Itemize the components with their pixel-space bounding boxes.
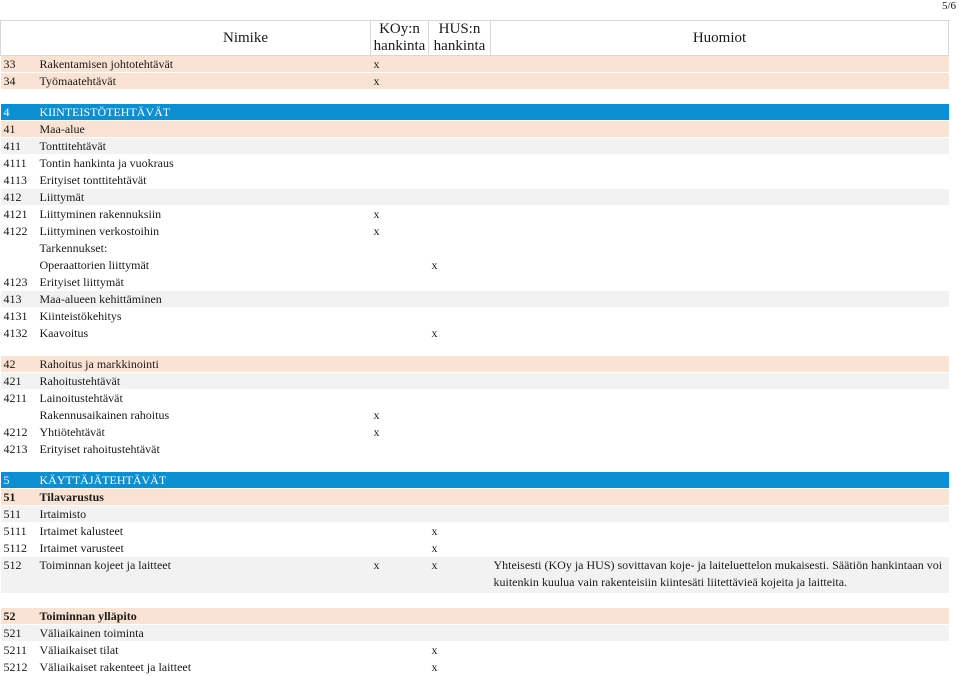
table-row [1, 608, 949, 625]
row-hus [429, 489, 491, 506]
table-row [1, 121, 949, 138]
row-code: 4 [1, 104, 38, 121]
row-note [491, 407, 949, 424]
row-koy: x [371, 557, 429, 594]
row-hus [429, 291, 491, 308]
row-note [491, 373, 949, 390]
row-koy [371, 489, 429, 506]
row-note [491, 274, 949, 291]
row-koy [371, 240, 429, 257]
row-name: Irtaimisto [38, 506, 371, 523]
spacer-cell [1, 342, 949, 356]
row-name: Kiinteistökehitys [38, 308, 371, 325]
row-code: 4122 [1, 223, 38, 240]
row-koy [371, 325, 429, 342]
row-hus [429, 274, 491, 291]
spacer-row [1, 90, 949, 104]
row-code: 5212 [1, 659, 38, 676]
row-hus [429, 424, 491, 441]
row-note [491, 506, 949, 523]
table-row [1, 356, 949, 373]
row-name: Erityiset liittymät [38, 274, 371, 291]
row-note [491, 172, 949, 189]
row-code: 4213 [1, 441, 38, 458]
row-koy [371, 172, 429, 189]
table-row [1, 172, 949, 189]
row-koy [371, 155, 429, 172]
row-hus [429, 56, 491, 73]
row-name: Kaavoitus [38, 325, 371, 342]
table-row [1, 189, 949, 206]
row-note [491, 356, 949, 373]
row-name: Operaattorien liittymät [38, 257, 371, 274]
row-code: 421 [1, 373, 38, 390]
row-code: 5112 [1, 540, 38, 557]
table-row [1, 240, 949, 257]
row-note [491, 104, 949, 121]
row-koy [371, 441, 429, 458]
table-header-row [1, 21, 949, 56]
row-hus [429, 390, 491, 407]
row-note [491, 291, 949, 308]
table-row [1, 223, 949, 240]
row-code: 512 [1, 557, 38, 594]
row-hus [429, 625, 491, 642]
row-koy [371, 659, 429, 676]
row-hus: x [429, 642, 491, 659]
row-name: KIINTEISTÖTEHTÄVÄT [38, 104, 371, 121]
row-hus: x [429, 659, 491, 676]
row-name: Työmaatehtävät [38, 73, 371, 90]
row-note [491, 308, 949, 325]
row-note [491, 206, 949, 223]
table-row [1, 308, 949, 325]
row-koy [371, 274, 429, 291]
row-name: Liittyminen verkostoihin [38, 223, 371, 240]
table-row [1, 625, 949, 642]
table-row [1, 155, 949, 172]
row-code: 413 [1, 291, 38, 308]
row-hus [429, 308, 491, 325]
row-code: 4113 [1, 172, 38, 189]
table-row [1, 138, 949, 155]
row-code: 51 [1, 489, 38, 506]
row-koy [371, 506, 429, 523]
row-code: 52 [1, 608, 38, 625]
row-hus [429, 223, 491, 240]
spacer-row [1, 458, 949, 472]
row-hus [429, 121, 491, 138]
row-note [491, 659, 949, 676]
table-row [1, 407, 949, 424]
row-code [1, 240, 38, 257]
table-row [1, 291, 949, 308]
row-hus [429, 189, 491, 206]
row-note [491, 642, 949, 659]
row-note [491, 523, 949, 540]
page-number: 5/6 [941, 0, 956, 12]
row-code: 4131 [1, 308, 38, 325]
row-note [491, 73, 949, 90]
row-name: Rahoitus ja markkinointi [38, 356, 371, 373]
table-row [1, 441, 949, 458]
row-code: 5211 [1, 642, 38, 659]
row-hus: x [429, 257, 491, 274]
spacer-row [1, 342, 949, 356]
table-row [1, 274, 949, 291]
row-koy [371, 291, 429, 308]
row-note [491, 138, 949, 155]
row-hus [429, 373, 491, 390]
row-code: 5111 [1, 523, 38, 540]
row-name: Tonttitehtävät [38, 138, 371, 155]
row-name: Lainoitustehtävät [38, 390, 371, 407]
row-code: 4123 [1, 274, 38, 291]
row-code: 4111 [1, 155, 38, 172]
row-name: Erityiset rahoitustehtävät [38, 441, 371, 458]
row-koy: x [371, 223, 429, 240]
table-row [1, 523, 949, 540]
row-name: Toiminnan ylläpito [38, 608, 371, 625]
table-row [1, 56, 949, 73]
row-name: Liittyminen rakennuksiin [38, 206, 371, 223]
row-koy [371, 390, 429, 407]
row-note [491, 325, 949, 342]
row-note [491, 472, 949, 489]
spacer-cell [1, 458, 949, 472]
row-koy [371, 189, 429, 206]
row-note [491, 240, 949, 257]
row-koy [371, 642, 429, 659]
row-hus [429, 240, 491, 257]
row-name: Väliaikaiset tilat [38, 642, 371, 659]
table-row [1, 506, 949, 523]
row-code: 5 [1, 472, 38, 489]
row-name: Liittymät [38, 189, 371, 206]
row-note [491, 625, 949, 642]
row-hus: x [429, 325, 491, 342]
row-koy [371, 608, 429, 625]
row-note [491, 56, 949, 73]
row-name: Rakennusaikainen rahoitus [38, 407, 371, 424]
row-koy: x [371, 56, 429, 73]
row-code: 34 [1, 73, 38, 90]
table-row [1, 659, 949, 676]
row-code: 4212 [1, 424, 38, 441]
row-hus [429, 155, 491, 172]
row-hus [429, 506, 491, 523]
row-code [1, 257, 38, 274]
row-code: 412 [1, 189, 38, 206]
row-note [491, 257, 949, 274]
row-note [491, 608, 949, 625]
table-row [1, 540, 949, 557]
row-name: Erityiset tonttitehtävät [38, 172, 371, 189]
row-koy [371, 356, 429, 373]
table-row [1, 557, 949, 594]
row-hus [429, 172, 491, 189]
row-note [491, 441, 949, 458]
row-koy [371, 523, 429, 540]
row-hus [429, 472, 491, 489]
row-code: 41 [1, 121, 38, 138]
row-koy: x [371, 407, 429, 424]
row-name: Yhtiötehtävät [38, 424, 371, 441]
row-note: Yhteisesti (KOy ja HUS) sovittavan koje- ja laiteluettelon mukaisesti. Säätiön hankintaan voi kuitenkin kuulua vain rakenteisiin kiintesäti liitettävieä kojeita ja laitteita. [491, 557, 949, 594]
row-code: 511 [1, 506, 38, 523]
table-row [1, 73, 949, 90]
row-note [491, 223, 949, 240]
row-hus: x [429, 557, 491, 594]
header-koy: KOy:n hankinta [371, 21, 429, 56]
row-name: Irtaimet varusteet [38, 540, 371, 557]
row-hus [429, 206, 491, 223]
row-hus [429, 608, 491, 625]
row-note [491, 390, 949, 407]
table-row [1, 472, 949, 489]
row-koy [371, 308, 429, 325]
table-row [1, 373, 949, 390]
row-koy: x [371, 424, 429, 441]
row-code: 411 [1, 138, 38, 155]
procurement-table [0, 20, 949, 676]
row-hus: x [429, 523, 491, 540]
row-koy [371, 257, 429, 274]
row-note [491, 189, 949, 206]
table-row [1, 257, 949, 274]
table-row [1, 325, 949, 342]
row-code: 4121 [1, 206, 38, 223]
row-name: Tilavarustus [38, 489, 371, 506]
row-note [491, 489, 949, 506]
row-hus [429, 356, 491, 373]
row-name: KÄYTTÄJÄTEHTÄVÄT [38, 472, 371, 489]
row-koy: x [371, 206, 429, 223]
spacer-row [1, 594, 949, 608]
row-note [491, 424, 949, 441]
row-hus [429, 73, 491, 90]
row-koy [371, 373, 429, 390]
row-note [491, 121, 949, 138]
row-code: 4211 [1, 390, 38, 407]
row-koy [371, 472, 429, 489]
table-row [1, 642, 949, 659]
table-row [1, 104, 949, 121]
row-name: Maa-alueen kehittäminen [38, 291, 371, 308]
table-row [1, 390, 949, 407]
row-name: Väliaikainen toiminta [38, 625, 371, 642]
row-koy [371, 625, 429, 642]
row-name: Toiminnan kojeet ja laitteet [38, 557, 371, 594]
row-koy [371, 121, 429, 138]
row-hus [429, 138, 491, 155]
row-name: Tontin hankinta ja vuokraus [38, 155, 371, 172]
row-code: 42 [1, 356, 38, 373]
table-row [1, 489, 949, 506]
row-name: Rakentamisen johtotehtävät [38, 56, 371, 73]
row-name: Väliaikaiset rakenteet ja laitteet [38, 659, 371, 676]
row-code: 33 [1, 56, 38, 73]
row-koy [371, 104, 429, 121]
header-hus: HUS:n hankinta [429, 21, 491, 56]
table-row [1, 424, 949, 441]
table-row [1, 206, 949, 223]
header-name: Nimike [1, 21, 371, 56]
row-name: Maa-alue [38, 121, 371, 138]
row-code: 4132 [1, 325, 38, 342]
row-hus [429, 441, 491, 458]
header-note: Huomiot [491, 21, 949, 56]
row-hus: x [429, 540, 491, 557]
row-code: 521 [1, 625, 38, 642]
row-hus [429, 407, 491, 424]
row-koy [371, 138, 429, 155]
row-name: Tarkennukset: [38, 240, 371, 257]
row-code [1, 407, 38, 424]
row-note [491, 540, 949, 557]
spacer-cell [1, 90, 949, 104]
row-note [491, 155, 949, 172]
row-hus [429, 104, 491, 121]
row-koy: x [371, 73, 429, 90]
row-koy [371, 540, 429, 557]
table-body [1, 56, 949, 676]
row-name: Rahoitustehtävät [38, 373, 371, 390]
spacer-cell [1, 594, 949, 608]
row-name: Irtaimet kalusteet [38, 523, 371, 540]
